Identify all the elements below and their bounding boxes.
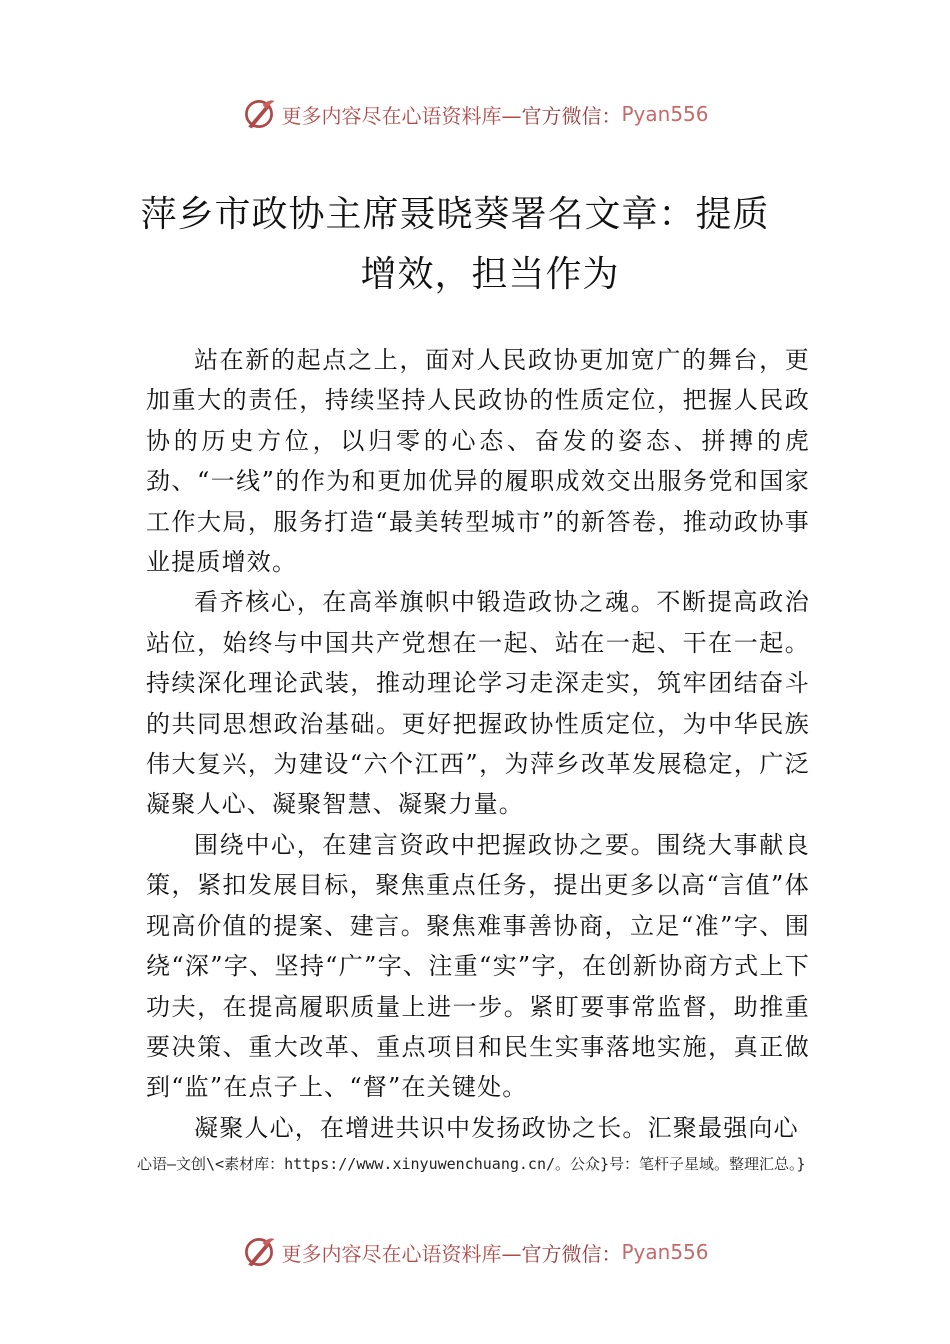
banner-wechat-id: Pyan556 <box>621 1240 709 1264</box>
quill-pen-logo-icon <box>241 96 277 132</box>
source-footnote: 心语—文创\<素材库：https://www.xinyuwenchuang.cn/。公众}号：笔杆子星域。整理汇总。} <box>137 1155 806 1173</box>
paragraph-4: 凝聚人心，在增进共识中发扬政协之长。汇聚最强向心 <box>194 1113 799 1142</box>
document-title-line-1: 萍乡市政协主席聂晓葵署名文章：提质 <box>140 194 770 235</box>
banner-wechat-label: 官方微信： <box>521 103 622 128</box>
paragraph-2: 看齐核心，在高举旗帜中锻造政协之魂。不断提高政治站位，始终与中国共产党想在一起、站在一起、干在一起。 持续深化理论武装，推动理论学习走深走实，筑牢团结奋斗的共同思想政治基础。更好把握政协性质定位，为中华民族伟大复兴，为建设“六个江西”，为萍乡改革发展稳定，广泛凝聚人心、凝聚智慧、凝聚力量。 <box>146 588 810 819</box>
header-banner <box>0 94 950 134</box>
banner-wechat-id: Pyan556 <box>621 102 709 126</box>
quill-pen-logo-icon <box>241 1234 277 1270</box>
document-title-line-2: 增效，担当作为 <box>360 254 620 295</box>
article-body <box>146 340 810 1148</box>
banner-text: 更多内容尽在心语资料库— <box>281 103 522 128</box>
paragraph-3: 围绕中心，在建言资政中把握政协之要。围绕大事献良策，紧扣发展目标，聚焦重点任务，提出更多以高“言值”体现高价值的提案、建言。聚焦难事善协商，立足“准”字、围绕“深”字、坚持“广”字、注重“实”字，在创新协商方式上下功夫，在提高履职质量上进一步。紧盯要事常监督，助推重要决策、重大改革、重点项目和民生实事落地实施，真正做到“监”在点子上、“督”在关键处。 <box>146 830 810 1102</box>
banner-wechat-label: 官方微信： <box>521 1241 622 1266</box>
footer-banner <box>0 1232 950 1272</box>
banner-text: 更多内容尽在心语资料库— <box>281 1241 522 1266</box>
paragraph-1: 站在新的起点之上，面对人民政协更加宽广的舞台，更加重大的责任，持续坚持人民政协的性质定位，把握人民政协的历史方位，以归零的心态、奋发的姿态、拼搏的虎劲、“一线”的作为和更加优异的履职成效交出服务党和国家工作大局，服务打造“最美转型城市”的新答卷，推动政协事业提质增效。 <box>146 346 810 577</box>
